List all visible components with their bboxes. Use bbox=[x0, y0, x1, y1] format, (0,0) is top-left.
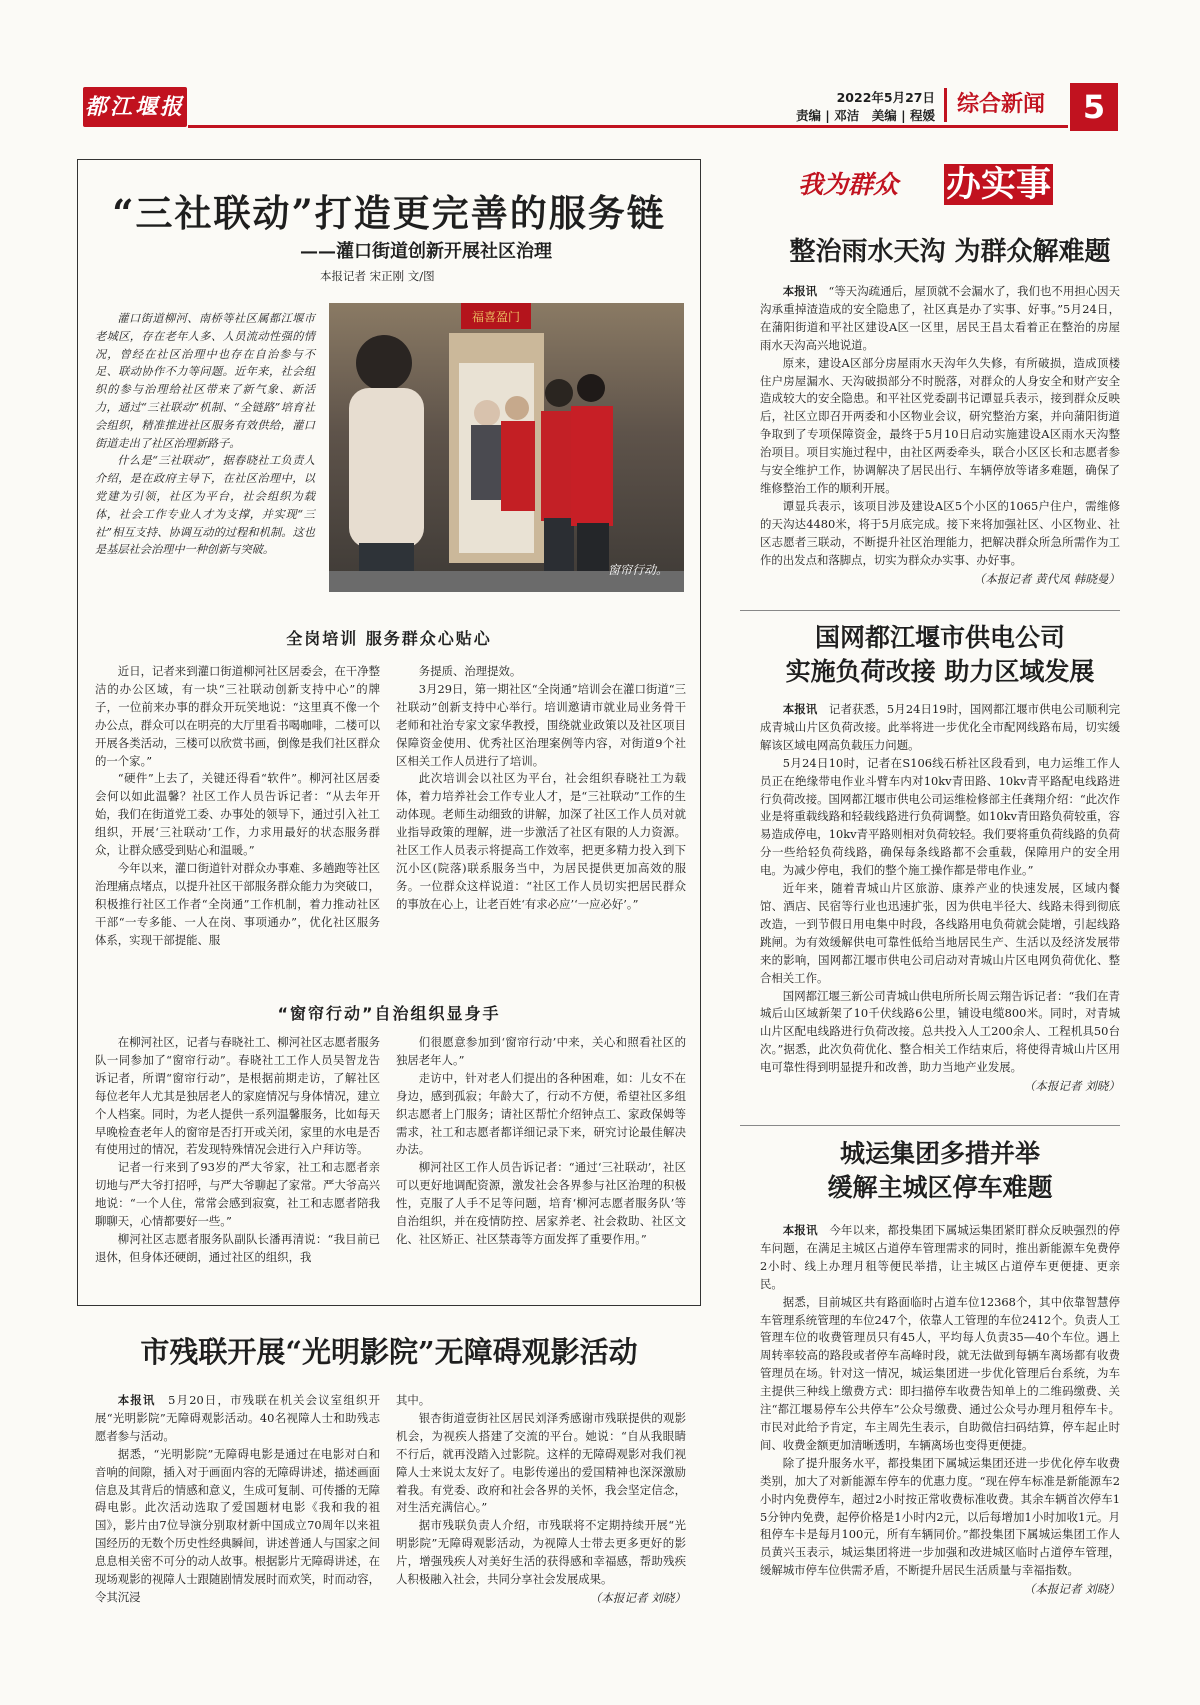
paragraph: 们很愿意参加到‘窗帘行动’中来，关心和照看社区的独居老年人。” bbox=[396, 1035, 686, 1067]
article1-column bbox=[396, 1034, 686, 1249]
paragraph: 今年以来，灌口街道针对群众办事难、多趟跑等社区治理痛点堵点，以提升社区干部服务群众能力为突破口，积极推行社区工作者“全岗通”工作机制，着力推动社区干部“一专多能、一人在岗、事项通办”，优化社区服务体系，实现干部提能、服 bbox=[95, 860, 380, 947]
paragraph: 其中。 bbox=[396, 1393, 431, 1407]
paragraph: 在柳河社区，记者与春晓社工、柳河社区志愿者服务队一同参加了“窗帘行动”。春晓社工工作人员吴智龙告诉记者，所谓“窗帘行动”，是根据前期走访，了解社区每位老年人尤其是独居老人的家庭情况与身体情况，建立个人档案。同时，为老人提供一系列温馨服务，比如每天早晚检查老年人的窗帘是否打开或关闭，家里的水电是否有使用过的情况，若发现特殊情况会进行入户拜访等。 bbox=[95, 1035, 380, 1157]
paragraph: 5月24日10时，记者在S106线石桥社区段看到，电力运维工作人员正在绝缘带电作业斗臂车内对10kv青田路、10kv青平路配电线路进行负荷改接。国网都江堰市供电公司运维检修部主任龚翔介绍：“此次作业是将重载线路和轻载线路进行负荷调整。如10kv青田路负荷较重，容易造成停电，10kv青平路则相对负荷较轻。我们要将重负荷线路的负荷分一些给轻负荷线路，确保每条线路都不会重载，保障用户的安全用电。为减少停电，我们的整个施工操作都是带电作业。” bbox=[760, 755, 1120, 878]
article2-byline: （本报记者 刘晓） bbox=[589, 1590, 686, 1605]
title-line: 实施负荷改接 助力区域发展 bbox=[785, 657, 1095, 686]
paragraph: 近日，记者来到灌口街道柳河社区居委会，在干净整洁的办公区域，有一块“三社联动创新支持中心”的牌子，一位前来办事的群众开玩笑地说：“这里真不像一个办公点，群众可以在明亮的大厅里看书喝咖啡，二楼可以开展各类活动，三楼可以欣赏书画，倒像是我们社区群众的一个家。” bbox=[95, 664, 380, 768]
section1-heading: 全岗培训 服务群众心贴心 bbox=[286, 629, 492, 648]
lead-tag: 本报讯 bbox=[117, 1393, 156, 1407]
door-sign-text: 福喜盈门 bbox=[471, 310, 521, 324]
lead-tag: 本报讯 bbox=[782, 284, 818, 298]
paragraph: 柳河社区志愿者服务队副队长潘再清说：“我目前已退休，但身体还硬朗，通过社区的组织，我 bbox=[95, 1231, 380, 1264]
editor-credits: 责编 | 邓洁 美编 | 程媛 bbox=[795, 108, 935, 123]
paragraph: 本报讯 “等天沟疏通后，屋顶就不会漏水了，我们也不用担心因天沟承重掉渣造成的安全隐患了，社区真是办了实事、好事。”5月24日，在蒲阳街道和平社区建设A区一区里，居民王昌太看着正在整治的房屋雨水天沟高兴地说道。 bbox=[760, 284, 1120, 352]
article4-byline: （本报记者 刘晓） bbox=[1023, 1079, 1120, 1094]
article3-title: 整治雨水天沟 为群众解难题 bbox=[789, 237, 1111, 267]
article1-column bbox=[95, 663, 380, 950]
paragraph: 近年来，随着青城山片区旅游、康养产业的快速发展，区域内餐馆、酒店、民宿等行业也迅速扩张，因为供电半径大、线路未得到彻底改造，一到节假日用电集中时段，各线路用电负荷就会陡增，引起线路跳闸。为有效缓解供电可靠性低给当地居民生产、生活以及经济发展带来的影响，国网都江堰市供电公司启动对青城山片区电网负荷优化、整合相关工作。 bbox=[760, 881, 1120, 985]
section-name: 综合新闻 bbox=[944, 88, 1069, 122]
paragraph: 务提质、治理提效。 bbox=[418, 664, 522, 678]
paragraph: 除了提升服务水平，都投集团下属城运集团还进一步优化停车收费类别，加大了对新能源车停车的优惠力度。“现在停车标准是新能源车2小时内免费停车，超过2小时按正常收费标准收费。其余车辆首次停车15分钟内免费，起停价格是1小时内2元，以后每增加1小时加收1元。月租停车卡是每月100元，所有车辆同价。”都投集团下属城运集团工作人员黄兴玉表示，城运集团将进一步加强和改进城区临时占道停车管理，缓解城市停车位供需矛盾，不断提升居民生活质量与幸福指数。 bbox=[760, 1455, 1120, 1578]
section2-heading: “窗帘行动”自治组织显身手 bbox=[277, 1004, 501, 1023]
paragraph: 此次培训会以社区为平台，社会组织春晓社工为载体，着力培养社会工作专业人才，是“三社联动”工作的生动体现。老师生动细致的讲解，加深了社区工作人员对就业指导政策的理解，进一步激活了社区有限的人力资源。社区工作人员表示将提高工作效率，把更多精力投入到下沉小区(院落)联系服务当中，为居民提供更加高效的服务。一位群众这样说道：“社区工作人员切实把居民群众的事放在心上，让老百姓‘有求必应’‘一应必好’。” bbox=[396, 771, 686, 911]
paragraph: 据悉，目前城区共有路面临时占道车位12368个，其中依靠智慧停车管理系统管理的车位247个，依靠人工管理的车位2412个。负责人工管理车位的收费管理员只有45人，平均每人负责35—40个车位。遇上周转率较高的路段或者停车高峰时段，就无法做到每辆车离场都有收费管理员在场。针对这一情况，城运集团进一步优化管理后台系统，为车主提供三种线上缴费方式：即扫描停车收费告知单上的二维码缴费、关注“都江堰易停车公共停车”公众号缴费、通过公众号办理月租停车卡。市民对此给予肯定，车主周先生表示，自助微信扫码结算，停车起止时间、收费金额更加清晰透明，车辆离场也变得更便捷。 bbox=[760, 1294, 1120, 1452]
paragraph: 记者一行来到了93岁的严大爷家，社工和志愿者亲切地与严大爷打招呼，与严大爷聊起了家常。严大爷高兴地说：“一个人住，常常会感到寂寞，社工和志愿者陪我聊聊天，心情都要好一些。” bbox=[95, 1160, 380, 1229]
masthead-rule bbox=[188, 125, 1068, 128]
article5-body bbox=[760, 1222, 1120, 1598]
photo-illustration bbox=[329, 303, 684, 592]
divider bbox=[740, 610, 1120, 611]
article5-title bbox=[740, 1137, 1140, 1205]
article2-title: 市残联开展“光明影院”无障碍观影活动 bbox=[140, 1335, 638, 1369]
paragraph: 银杏街道壹街社区居民刘泽秀感谢市残联提供的观影机会，为视疾人搭建了交流的平台。她说：“自从我眼睛不行后，就再没踏入过影院。这样的无障碍观影对我们视障人士来说太友好了。电影传递出的爱国精神也深深激励着我。有党委、政府和社会各界的关怀，我会坚定信念，对生活充满信心。” bbox=[396, 1410, 686, 1515]
title-line: 缓解主城区停车难题 bbox=[827, 1173, 1053, 1202]
title-line: 国网都江堰市供电公司 bbox=[814, 623, 1065, 652]
paragraph: “硬件”上去了，关键还得看“软件”。柳河社区居委会何以如此温馨？社区工作人员告诉记者：“从去年开始，我们在街道党工委、办事处的领导下，通过引入社工组织，开展‘三社联动’工作，力求用最好的状态服务群众，让群众感受到贴心和温暖。” bbox=[95, 771, 380, 858]
newspaper-logo: 都江堰报 bbox=[83, 87, 187, 127]
page-number: 5 bbox=[1070, 83, 1118, 131]
article1-photo bbox=[329, 303, 684, 592]
paragraph: 本报讯 5月20日，市残联在机关会议室组织开展“光明影院”无障碍观影活动。40名视障人士和助残志愿者参与活动。 bbox=[95, 1393, 380, 1443]
paragraph: 本报讯 今年以来，都投集团下属城运集团紧盯群众反映强烈的停车问题，在满足主城区占道停车管理需求的同时，推出新能源车免费停2小时、线上办理月租等便民举措，让主城区占道停车更便捷、更亲民。 bbox=[760, 1223, 1120, 1291]
article5-byline: （本报记者 刘晓） bbox=[1023, 1582, 1120, 1597]
lead-tag: 本报讯 bbox=[782, 702, 818, 716]
title-line: 城运集团多措并举 bbox=[839, 1139, 1040, 1168]
paragraph: 谭显兵表示，该项目涉及建设A区5个小区的1065户住户，需维修的天沟达4480米，将于5月底完成。接下来将加强社区、小区物业、社区志愿者三联动，不断提升社区治理能力，把解决群众所急所需作为工作的出发点和落脚点，切实为群众办实事、办好事。 bbox=[760, 498, 1120, 567]
intro-paragraph: 什么是“三社联动”，据春晓社工负责人介绍，是在政府主导下，在社区治理中，以党建为引领，社区为平台，社会组织为载体，社会工作专业人才为支撑，并实现“三社”相互支持、协调互动的过程和机制。这也是基层社会治理中一种创新与突破。 bbox=[95, 454, 315, 557]
article1-subtitle: ——灌口街道创新开展社区治理 bbox=[300, 241, 552, 262]
article1-column bbox=[396, 663, 686, 914]
article1-column bbox=[95, 1034, 380, 1267]
issue-date: 2022年5月27日 bbox=[836, 90, 935, 105]
article2-column bbox=[396, 1392, 686, 1607]
article2-column bbox=[95, 1392, 380, 1607]
paragraph: 原来，建设A区部分房屋雨水天沟年久失修，有所破损，造成顶楼住户房屋漏水、天沟破损部分不时脱落，对群众的人身安全和财产安全造成较大的安全隐患。和平社区党委副书记谭显兵表示，接到群众反映后，社区立即召开两委和小区物业会议，研究整治方案，并向蒲阳街道争取到了专项保障资金，最终于5月10日启动实施建设A区雨水天沟整治项目。项目实施过程中，由社区两委牵头，联合小区区长和志愿者参与安全维护工作，协调解决了居民出行、车辆停放等诸多难题，确保了维修整治工作的顺利开展。 bbox=[760, 355, 1120, 495]
paragraph: 据悉，“光明影院”无障碍电影是通过在电影对白和音响的间隙，插入对于画面内容的无障碍讲述，描述画面信息及其背后的情感和意义，生成可复制、可传播的无障碍电影。此次活动选取了爱国题材电影《我和我的祖国》，影片由7位导演分别取材新中国成立70周年以来祖国经历的无数个历史性经典瞬间，讲述普通人与国家之间息息相关密不可分的动人故事。根据影片无障碍讲述，在现场观影的视障人士跟随剧情发展时而欢笑，时而动容，令其沉浸 bbox=[95, 1446, 380, 1604]
article3-body bbox=[760, 283, 1120, 588]
intro-paragraph: 灌口街道柳河、南桥等社区属都江堰市老城区，存在老年人多、人员流动性强的情况，曾经在社区治理中也存在自治参与不足、联动协作不力等问题。近年来，社会组织的参与治理给社区带来了新气象、新活力，通过“三社联动”机制、“全链路”培育社会组织，精准推进社区服务有效供给，灌口街道走出了社区治理新路子。 bbox=[95, 312, 315, 450]
lead-tag: 本报讯 bbox=[782, 1223, 818, 1237]
paragraph: 据市残联负责人介绍，市残联将不定期持续开展“光明影院”无障碍观影活动，为视障人士带去更多更好的影片，增强残疾人对美好生活的获得感和幸福感，帮助残疾人积极融入社会，共同分享社会发展成果。 bbox=[396, 1518, 686, 1587]
photo-caption: 窗帘行动。 bbox=[608, 563, 669, 577]
paragraph: 柳河社区工作人员告诉记者：“通过‘三社联动’，社区可以更好地调配资源，激发社会各界参与社区治理的积极性，克服了人手不足等问题，培育‘柳河志愿者服务队’等自治组织，并在疫情防控、居家养老、社会救助、社区文化、社区矫正、社区禁毒等方面发挥了重要作用。” bbox=[396, 1160, 686, 1246]
paragraph: 国网都江堰三新公司青城山供电所所长周云翔告诉记者：“我们在青城后山区域新架了10千伏线路6公里，铺设电缆800米。同时，对青城山片区配电线路进行负荷改接。总共投入人工200余人、工程机具50台次。”据悉，此次负荷优化、整合相关工作结束后，将使得青城山片区用电可靠性得到明显提升和改善，助力当地产业发展。 bbox=[760, 988, 1120, 1075]
feature-banner-part1: 我为群众 bbox=[798, 170, 899, 199]
divider bbox=[740, 1125, 1120, 1126]
article4-body bbox=[760, 701, 1120, 1095]
article1-intro bbox=[95, 310, 315, 559]
paragraph: 本报讯 记者获悉，5月24日19时，国网都江堰市供电公司顺利完成青城山片区负荷改接。此举将进一步优化全市配网线路布局，切实缓解该区域电网高负载压力问题。 bbox=[760, 702, 1120, 752]
article4-title bbox=[740, 621, 1140, 689]
article1-byline: 本报记者 宋正刚 文/图 bbox=[320, 269, 435, 283]
feature-banner-part2: 办实事 bbox=[946, 164, 1052, 205]
article1-title: “三社联动”打造更完善的服务链 bbox=[112, 191, 666, 235]
paragraph: 走访中，针对老人们提出的各种困难，如：儿女不在身边，感到孤寂；年龄大了，行动不方便，希望社区多组织志愿者上门服务；请社区帮忙介绍钟点工、家政保姆等需求，社工和志愿者都详细记录下来，研究讨论最佳解决办法。 bbox=[396, 1070, 686, 1157]
article3-byline: （本报记者 黄代凤 韩晓曼） bbox=[973, 571, 1120, 586]
paragraph: 3月29日，第一期社区“全岗通”培训会在灌口街道“三社联动”创新支持中心举行。培训邀请市就业局业务骨干老师和社治专家文家华教授，围绕就业政策以及社区项目保障资金使用、优秀社区治理案例等内容，对街道9个社区相关工作人员进行了培训。 bbox=[396, 681, 686, 768]
